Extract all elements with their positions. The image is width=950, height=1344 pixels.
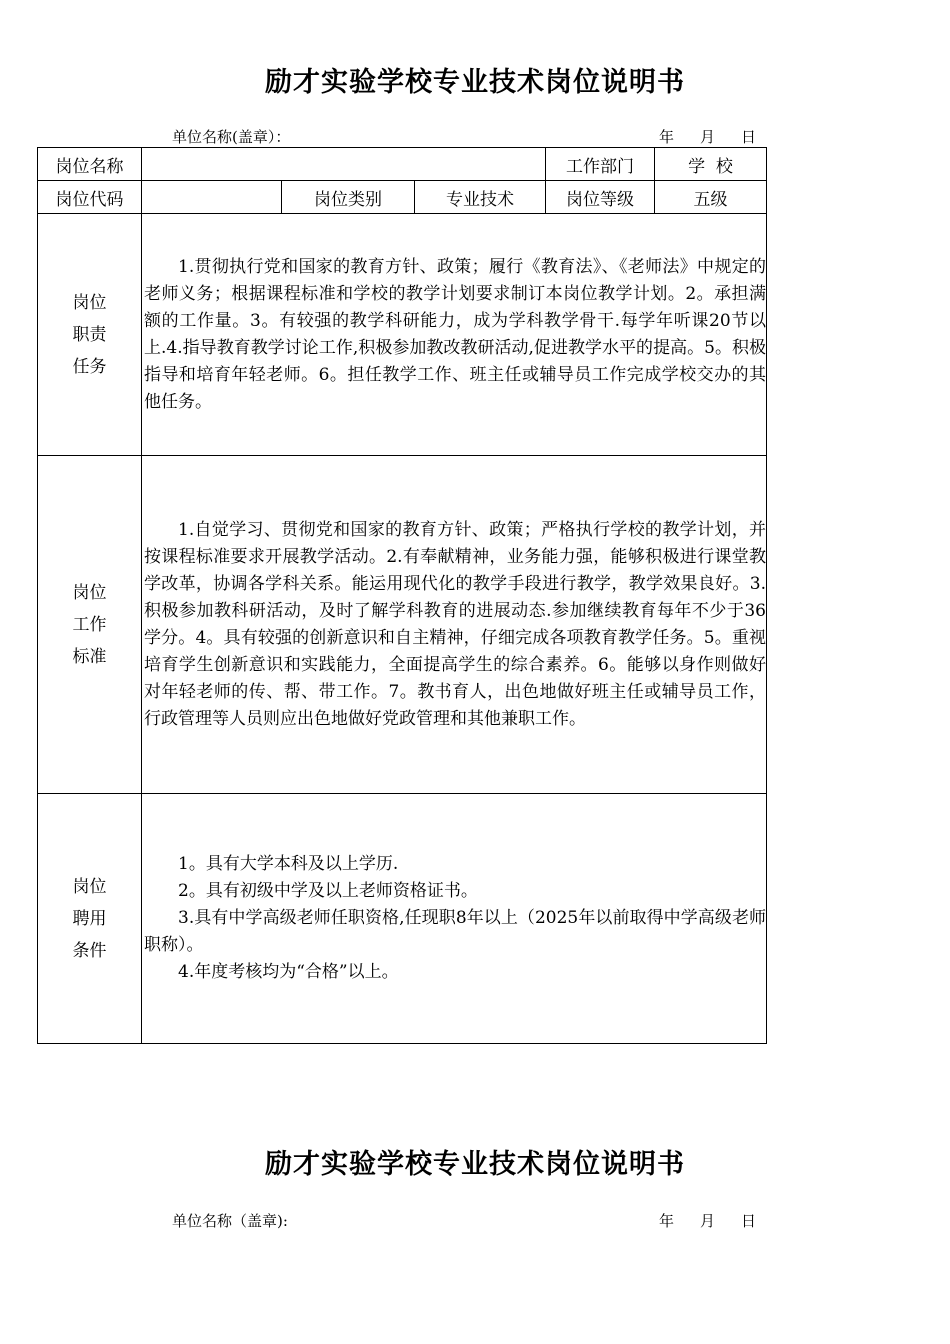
condition-item: 2。具有初级中学及以上老师资格证书。 <box>178 881 478 901</box>
dept-value: 学 校 <box>655 148 767 181</box>
conditions-content <box>142 794 767 1044</box>
date-month: 月 <box>699 1212 715 1230</box>
table-row <box>38 214 767 456</box>
date-day: 日 <box>740 128 756 146</box>
grade-value: 五级 <box>655 181 767 214</box>
condition-item: 4.年度考核均为“合格”以上。 <box>178 962 399 982</box>
unit-line <box>172 126 762 147</box>
date-line <box>659 126 756 147</box>
duties-content <box>142 214 767 456</box>
standards-label: 岗位 工作 标准 <box>38 456 142 794</box>
dept-label: 工作部门 <box>546 148 655 181</box>
post-code-label: 岗位代码 <box>38 181 142 214</box>
date-line <box>659 1210 756 1231</box>
document-title-page2: 励才实验学校专业技术岗位说明书 <box>265 1149 685 1180</box>
duties-text: 1.贯彻执行党和国家的教育方针、政策；履行《教育法》、《老师法》中规定的老师义务；根据课程标准和学校的教学计划要求制订本岗位教学计划。2。承担满额的工作量。3。有较强的教学科研能力，成为学科教学骨干.每学年听课20节以上.4.指导教育教学讨论工作,积极参加教改教研活动,促进教学水平的提高。5。积极指导和培育年轻老师。6。担任教学工作、班主任或辅导员工作完成学校交办的其他任务。 <box>144 256 767 412</box>
category-label: 岗位类别 <box>282 181 415 214</box>
unit-name-label: 单位名称(盖章）： <box>172 128 291 146</box>
date-month: 月 <box>699 128 715 146</box>
table-row <box>38 148 767 181</box>
date-day: 日 <box>740 1212 756 1230</box>
unit-name-label: 单位名称（盖章): <box>172 1212 288 1230</box>
document-title: 励才实验学校专业技术岗位说明书 <box>265 67 685 98</box>
condition-item: 1。具有大学本科及以上学历. <box>178 854 399 874</box>
conditions-label: 岗位 聘用 条件 <box>38 794 142 1044</box>
table-row <box>38 456 767 794</box>
condition-item: 3.具有中学高级老师任职资格,任现职8年以上（2025年以前取得中学高级老师职称）。 <box>144 908 767 955</box>
post-description-table <box>37 147 767 1044</box>
table-row <box>38 794 767 1044</box>
duties-label: 岗位 职责 任务 <box>38 214 142 456</box>
standards-text: 1.自觉学习、贯彻党和国家的教育方针、政策；严格执行学校的教学计划，并按课程标准要求开展教学活动。2.有奉献精神，业务能力强，能够积极进行课堂教学改革，协调各学科关系。能运用现代化的教学手段进行教学，教学效果良好。3.积极参加教科研活动，及时了解学科教育的进展动态.参加继续教育每年不少于36学分。4。具有较强的创新意识和自主精神，仔细完成各项教育教学任务。5。重视培育学生创新意识和实践能力，全面提高学生的综合素养。6。能够以身作则做好对年轻老师的传、帮、带工作。7。教书育人，出色地做好班主任或辅导员工作，行政管理等人员则应出色地做好党政管理和其他兼职工作。 <box>144 519 767 729</box>
date-year: 年 <box>658 128 674 146</box>
date-year: 年 <box>658 1212 674 1230</box>
table-row <box>38 181 767 214</box>
grade-label: 岗位等级 <box>546 181 655 214</box>
category-value: 专业技术 <box>415 181 546 214</box>
post-name-label: 岗位名称 <box>38 148 142 181</box>
post-code-value <box>142 181 282 214</box>
standards-content <box>142 456 767 794</box>
post-name-value <box>142 148 546 181</box>
unit-line-page2 <box>172 1210 762 1231</box>
